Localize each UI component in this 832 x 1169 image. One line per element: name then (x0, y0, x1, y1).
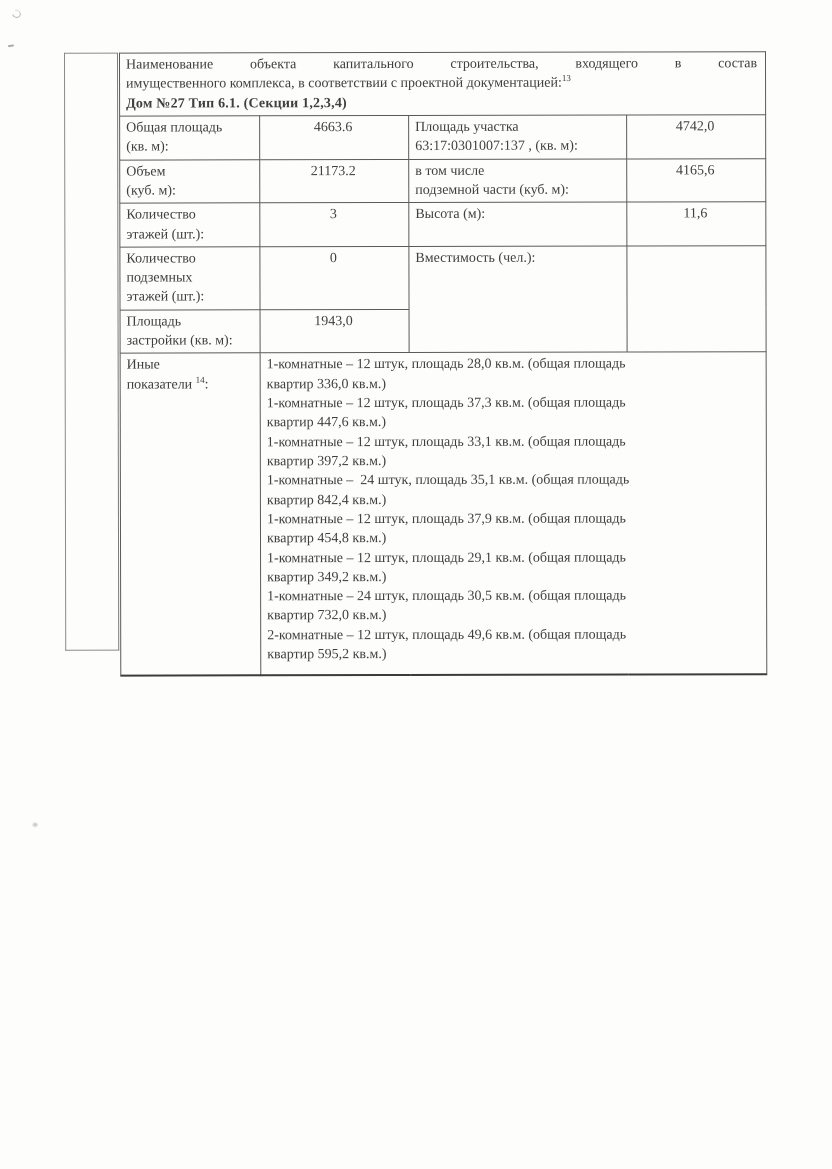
indicator-item: 1-комнатные – 12 штук, площадь 37,9 кв.м. (общая площадь квартир 454,8 кв.м.) (266, 511, 626, 547)
volume-value: 21173.2 (260, 159, 409, 203)
floors-count-value: 3 (260, 203, 409, 247)
object-name-cell (119, 52, 765, 116)
scan-speck (8, 44, 14, 47)
table-row (120, 158, 766, 203)
table-header-row (119, 52, 765, 116)
underground-floors-label: Количество подземных этажей (шт.): (120, 247, 260, 310)
table-row (120, 202, 766, 247)
building-footprint-label: Площадь застройки (кв. м): (120, 310, 260, 354)
form-side-column (64, 53, 119, 651)
total-area-label: Общая площадь (кв. м): (120, 116, 260, 160)
building-footprint-value: 1943,0 (260, 309, 409, 353)
apartment-indicators-cell (260, 352, 767, 675)
indicator-item: 1-комнатные – 12 штук, площадь 33,1 кв.м. (общая площадь квартир 397,2 кв.м.) (266, 434, 626, 470)
scan-speck (11, 8, 23, 19)
total-area-value: 4663.6 (260, 115, 409, 159)
floors-count-label: Количество этажей (шт.): (120, 203, 260, 247)
object-name-line1: Наименование объекта капитального строительства, входящего в состав (125, 56, 758, 73)
indicator-item: 2-комнатные – 12 штук, площадь 49,6 кв.м. (общая площадь квартир 595,2 кв.м.) (267, 627, 627, 663)
table-row-other-indicators (120, 352, 767, 675)
height-value: 11,6 (627, 202, 766, 246)
underground-volume-label: в том числе подземной части (куб. м): (409, 159, 627, 203)
capacity-label: Вместимость (чел.): (409, 246, 627, 353)
underground-volume-value: 4165,6 (627, 158, 766, 202)
indicator-item: 1-комнатные – 12 штук, площадь 37,3 кв.м. (общая площадь квартир 447,6 кв.м.) (266, 395, 626, 431)
other-indicators-label: Иные показатели $^{14}$: (120, 353, 261, 675)
indicator-item: 1-комнатные – 24 штук, площадь 35,1 кв.м. (общая площадь квартир 842,4 кв.м.) (266, 472, 630, 508)
footnote-ref-14: 14 (195, 374, 205, 385)
underground-floors-value: 0 (260, 246, 409, 309)
indicator-item: 1-комнатные – 12 штук, площадь 29,1 кв.м. (общая площадь квартир 349,2 кв.м.) (267, 550, 626, 586)
construction-object-table (119, 51, 767, 676)
table-row (120, 115, 766, 160)
height-label: Высота (м): (409, 202, 627, 246)
scan-speck (33, 823, 38, 827)
capacity-value (627, 246, 766, 353)
plot-area-value: 4742,0 (627, 115, 766, 159)
table-row (120, 246, 766, 310)
plot-area-label: Площадь участка 63:17:0301007:137 , (кв. м): (409, 115, 627, 159)
indicator-item: 1-комнатные – 12 штук, площадь 28,0 кв.м. (общая площадь квартир 336,0 кв.м.) (266, 356, 626, 392)
object-title: Дом №27 Тип 6.1. (Секции 1,2,3,4) (126, 95, 347, 112)
footnote-ref-13: 13 (561, 73, 571, 84)
object-name-line2: имущественного комплекса, в соответствии с проектной документацией:$^{13}$ (126, 73, 571, 92)
indicator-item: 1-комнатные – 24 штук, площадь 30,5 кв.м. (общая площадь квартир 732,0 кв.м.) (267, 588, 627, 624)
volume-label: Объем (куб. м): (120, 159, 260, 203)
